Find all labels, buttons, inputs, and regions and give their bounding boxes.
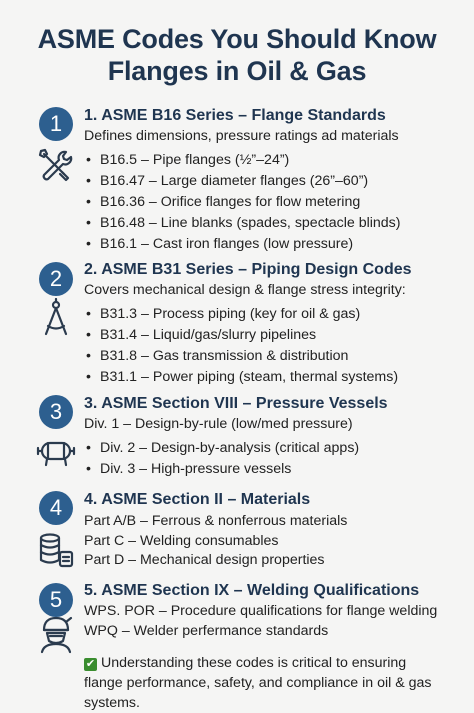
section-line: WPS. POR – Procedure qualifications for flange welding bbox=[84, 603, 438, 619]
section-number-badge: 4 bbox=[39, 491, 73, 525]
list-item: • B16.47 – Large diameter flanges (26”–60”) bbox=[86, 173, 368, 189]
section-description: Covers mechanical design & flange stress integrity: bbox=[84, 282, 406, 298]
section-number-badge: 3 bbox=[39, 395, 73, 429]
list-item: • B31.3 – Process piping (key for oil & gas) bbox=[86, 306, 360, 322]
page-title bbox=[0, 0, 474, 87]
list-item: • B16.36 – Orifice flanges for flow metering bbox=[86, 194, 360, 210]
section-heading: 4. ASME Section II – Materials bbox=[84, 491, 311, 508]
section-line: Part A/B – Ferrous & nonferrous materials bbox=[84, 513, 348, 529]
section-description: Div. 1 – Design-by-rule (low/med pressure) bbox=[84, 416, 353, 432]
section-heading: 2. ASME B31 Series – Piping Design Codes bbox=[84, 261, 412, 278]
footer-note bbox=[84, 653, 444, 713]
list-item: • Div. 2 – Design-by-analysis (critical apps) bbox=[86, 440, 359, 456]
section-heading: 1. ASME B16 Series – Flange Standards bbox=[84, 107, 386, 124]
material-stack-icon bbox=[36, 530, 76, 570]
list-item: • Div. 3 – High-pressure vessels bbox=[86, 461, 291, 477]
list-item: • B16.48 – Line blanks (spades, spectacle blinds) bbox=[86, 215, 401, 231]
section-number-badge: 5 bbox=[39, 583, 73, 617]
compass-icon bbox=[36, 298, 76, 338]
list-item: • B31.1 – Power piping (steam, thermal systems) bbox=[86, 369, 398, 385]
section-description: Defines dimensions, pressure ratings ad materials bbox=[84, 128, 399, 144]
list-item: • B16.5 – Pipe flanges (½”–24”) bbox=[86, 152, 289, 168]
title-line-2: Flanges in Oil & Gas bbox=[107, 56, 367, 86]
section-heading: 3. ASME Section VIII – Pressure Vessels bbox=[84, 395, 388, 412]
section-line: Part C – Welding consumables bbox=[84, 533, 279, 549]
check-icon: ✔ bbox=[85, 658, 96, 670]
welder-icon bbox=[36, 614, 76, 654]
list-item: • B31.4 – Liquid/gas/slurry pipelines bbox=[86, 327, 316, 343]
section-number-badge: 2 bbox=[39, 262, 73, 296]
title-line-1: ASME Codes You Should Know bbox=[37, 24, 437, 54]
footer-text: Understanding these codes is critical to ensuring flange performance, safety, and compliance in oil & gas systems. bbox=[84, 655, 432, 711]
section-number-badge: 1 bbox=[39, 107, 73, 141]
pressure-vessel-icon bbox=[36, 432, 76, 472]
list-item: • B16.1 – Cast iron flanges (low pressure) bbox=[86, 236, 353, 252]
section-line: WPQ – Welder perfermance standards bbox=[84, 623, 329, 639]
wrench-screwdriver-icon bbox=[36, 146, 76, 186]
list-item: • B31.8 – Gas transmission & distribution bbox=[86, 348, 348, 364]
section-line: Part D – Mechanical design properties bbox=[84, 552, 325, 568]
section-heading: 5. ASME Section IX – Welding Qualifications bbox=[84, 582, 420, 599]
